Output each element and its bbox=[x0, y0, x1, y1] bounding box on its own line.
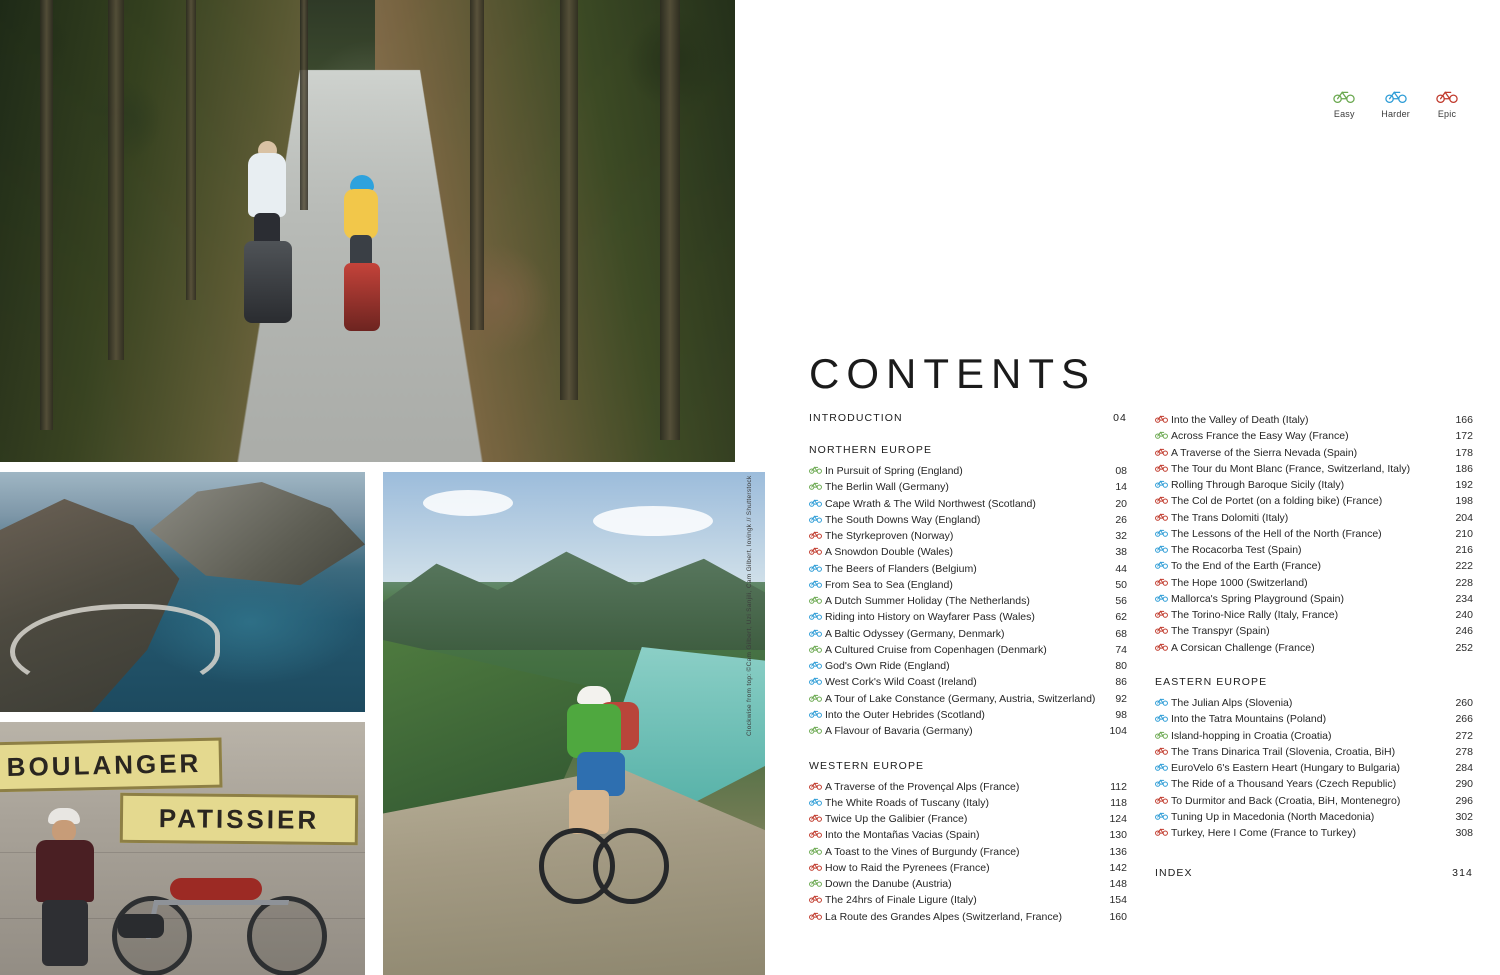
difficulty-icon bbox=[809, 797, 825, 806]
adult-cyclist bbox=[232, 145, 302, 325]
introduction-page: 04 bbox=[1113, 412, 1127, 424]
difficulty-icon bbox=[1155, 642, 1171, 651]
bicycle-icon bbox=[809, 611, 822, 620]
contents-entry[interactable] bbox=[1155, 776, 1473, 792]
bicycle-icon bbox=[809, 660, 822, 669]
bicycle-icon bbox=[1155, 811, 1168, 820]
difficulty-icon bbox=[1155, 544, 1171, 553]
entry-page: 86 bbox=[1115, 676, 1127, 689]
difficulty-icon bbox=[1155, 713, 1171, 722]
bicycle-icon bbox=[809, 595, 822, 604]
bicycle-icon bbox=[809, 862, 822, 871]
entry-page: 56 bbox=[1115, 595, 1127, 608]
entry-page: 252 bbox=[1455, 641, 1473, 654]
mountain-biker bbox=[533, 686, 683, 906]
entry-title: The Transpyr (Spain) bbox=[1171, 625, 1270, 638]
difficulty-icon bbox=[1155, 463, 1171, 472]
entry-page: 14 bbox=[1115, 481, 1127, 494]
difficulty-icon bbox=[1155, 560, 1171, 569]
entry-title: The Beers of Flanders (Belgium) bbox=[825, 562, 977, 575]
bicycle-icon bbox=[1155, 713, 1168, 722]
legend-label-harder: Harder bbox=[1381, 109, 1410, 119]
contents-entry[interactable] bbox=[1155, 591, 1473, 607]
bicycle-icon bbox=[809, 894, 822, 903]
contents-entry[interactable] bbox=[809, 674, 1127, 690]
photo-credit: Clockwise from top: ©Cam Gilbert, Uzi Sanjili, Cam Gilbert, lovingk // Shutterstock bbox=[746, 475, 753, 736]
difficulty-icon bbox=[1155, 593, 1171, 602]
bicycle-icon bbox=[1333, 88, 1355, 104]
contents-entry[interactable] bbox=[809, 528, 1127, 544]
entry-title: West Cork's Wild Coast (Ireland) bbox=[825, 676, 977, 689]
entry-title: Island-hopping in Croatia (Croatia) bbox=[1171, 729, 1332, 742]
contents-entry[interactable] bbox=[809, 811, 1127, 827]
entry-page: 284 bbox=[1455, 762, 1473, 775]
bicycle-icon bbox=[1155, 625, 1168, 634]
difficulty-icon bbox=[809, 579, 825, 588]
entry-title: Into the Outer Hebrides (Scotland) bbox=[825, 708, 985, 721]
tree-trunk bbox=[660, 0, 680, 440]
entry-page: 198 bbox=[1455, 495, 1473, 508]
entry-title: Tuning Up in Macedonia (North Macedonia) bbox=[1171, 810, 1375, 823]
entry-page: 272 bbox=[1455, 729, 1473, 742]
entry-title: A Traverse of the Provençal Alps (France) bbox=[825, 780, 1020, 793]
contents-entry[interactable] bbox=[809, 512, 1127, 528]
entry-page: 172 bbox=[1455, 430, 1473, 443]
entry-title: Into the Valley of Death (Italy) bbox=[1171, 414, 1309, 426]
bicycle-icon bbox=[809, 709, 822, 718]
entry-title: The Julian Alps (Slovenia) bbox=[1171, 696, 1293, 709]
child-cyclist bbox=[330, 175, 392, 335]
difficulty-icon bbox=[809, 709, 825, 718]
contents-entry[interactable] bbox=[809, 892, 1127, 908]
entry-page: 20 bbox=[1115, 497, 1127, 510]
contents-entry[interactable] bbox=[809, 626, 1127, 642]
contents-entry[interactable] bbox=[809, 691, 1127, 707]
bicycle-icon bbox=[809, 498, 822, 507]
contents-page bbox=[765, 0, 1500, 975]
entry-page: 186 bbox=[1455, 462, 1473, 475]
entry-title: The Styrkeproven (Norway) bbox=[825, 530, 954, 543]
entry-title: Down the Danube (Austria) bbox=[825, 878, 952, 891]
bicycle-icon bbox=[1155, 609, 1168, 618]
entry-page: 222 bbox=[1455, 560, 1473, 573]
bicycle-icon bbox=[809, 546, 822, 555]
entry-title: Into the Tatra Mountains (Poland) bbox=[1171, 713, 1327, 726]
contents-entry[interactable] bbox=[1155, 711, 1473, 727]
entry-page: 204 bbox=[1455, 511, 1473, 524]
entry-title: The Torino-Nice Rally (Italy, France) bbox=[1171, 609, 1339, 622]
contents-entry[interactable] bbox=[809, 593, 1127, 609]
difficulty-icon bbox=[1155, 625, 1171, 634]
entry-title: A Baltic Odyssey (Germany, Denmark) bbox=[825, 627, 1005, 640]
entry-title: EuroVelo 6's Eastern Heart (Hungary to Bulgaria) bbox=[1171, 762, 1401, 775]
entry-page: 68 bbox=[1115, 627, 1127, 640]
page-title: CONTENTS bbox=[809, 350, 1096, 397]
patissier-sign: PATISSIER bbox=[120, 793, 359, 845]
entry-title: A Cultured Cruise from Copenhagen (Denmark) bbox=[825, 643, 1047, 656]
entry-title: Cape Wrath & The Wild Northwest (Scotland) bbox=[825, 497, 1036, 510]
legend-item-epic bbox=[1436, 88, 1458, 119]
difficulty-icon bbox=[809, 911, 825, 920]
bicycle-icon bbox=[1385, 88, 1407, 104]
entry-page: 26 bbox=[1115, 513, 1127, 526]
contents-entry[interactable] bbox=[809, 479, 1127, 495]
contents-entry[interactable] bbox=[1155, 575, 1473, 591]
entry-title: God's Own Ride (England) bbox=[825, 660, 950, 673]
bicycle-icon bbox=[809, 829, 822, 838]
bicycle-icon bbox=[809, 465, 822, 474]
entry-title: In Pursuit of Spring (England) bbox=[825, 465, 963, 477]
bicycle-icon bbox=[1155, 697, 1168, 706]
bicycle-icon bbox=[1155, 528, 1168, 537]
contents-entry[interactable] bbox=[809, 860, 1127, 876]
difficulty-icon bbox=[1155, 697, 1171, 706]
contents-entry[interactable] bbox=[809, 642, 1127, 658]
difficulty-icon bbox=[809, 481, 825, 490]
entry-title: The Trans Dinarica Trail (Slovenia, Croatia, BiH) bbox=[1171, 745, 1396, 758]
legend-label-easy: Easy bbox=[1333, 109, 1355, 119]
difficulty-icon bbox=[1155, 447, 1171, 456]
introduction-label: INTRODUCTION bbox=[809, 412, 903, 424]
bicycle-icon bbox=[809, 911, 822, 920]
contents-entry[interactable] bbox=[1155, 526, 1473, 542]
contents-entry[interactable] bbox=[1155, 428, 1473, 444]
difficulty-icon bbox=[809, 628, 825, 637]
difficulty-icon bbox=[809, 813, 825, 822]
entry-page: 260 bbox=[1455, 696, 1473, 709]
contents-entry[interactable] bbox=[1155, 623, 1473, 639]
entry-title: The Trans Dolomiti (Italy) bbox=[1171, 511, 1289, 524]
entry-page: 166 bbox=[1455, 414, 1473, 426]
difficulty-icon bbox=[809, 514, 825, 523]
photo-coastal-road bbox=[0, 472, 365, 712]
bicycle-icon bbox=[809, 514, 822, 523]
contents-entry[interactable] bbox=[809, 876, 1127, 892]
bicycle-icon bbox=[1155, 778, 1168, 787]
contents-entry[interactable] bbox=[1155, 477, 1473, 493]
difficulty-icon bbox=[809, 611, 825, 620]
difficulty-icon bbox=[809, 846, 825, 855]
contents-column-left bbox=[809, 412, 1127, 925]
difficulty-icon bbox=[809, 676, 825, 685]
bicycle-icon bbox=[809, 797, 822, 806]
entry-page: 38 bbox=[1115, 546, 1127, 559]
entry-page: 98 bbox=[1115, 708, 1127, 721]
contents-entry[interactable] bbox=[809, 795, 1127, 811]
entry-title: The 24hrs of Finale Ligure (Italy) bbox=[825, 894, 977, 907]
entry-page: 80 bbox=[1115, 660, 1127, 673]
entry-title: The Ride of a Thousand Years (Czech Republic) bbox=[1171, 778, 1397, 791]
contents-entry[interactable] bbox=[1155, 510, 1473, 526]
entry-title: A Traverse of the Sierra Nevada (Spain) bbox=[1171, 446, 1358, 459]
entry-page: 136 bbox=[1109, 845, 1127, 858]
contents-entry[interactable] bbox=[809, 463, 1127, 479]
difficulty-icon bbox=[1155, 414, 1171, 423]
entry-title: Turkey, Here I Come (France to Turkey) bbox=[1171, 827, 1356, 840]
difficulty-icon bbox=[809, 862, 825, 871]
contents-entry[interactable] bbox=[1155, 825, 1473, 841]
bicycle-icon bbox=[809, 878, 822, 887]
contents-entry[interactable] bbox=[1155, 445, 1473, 461]
entry-page: 50 bbox=[1115, 578, 1127, 591]
difficulty-icon bbox=[1155, 430, 1171, 439]
bicycle-icon bbox=[1436, 88, 1458, 104]
difficulty-icon bbox=[809, 781, 825, 790]
section-heading: WESTERN EUROPE bbox=[809, 759, 925, 772]
legend-item-easy bbox=[1333, 88, 1355, 119]
contents-column-right bbox=[1155, 412, 1473, 925]
difficulty-legend bbox=[1333, 88, 1458, 119]
difficulty-icon bbox=[809, 693, 825, 702]
bicycle-icon bbox=[1155, 762, 1168, 771]
contents-entry[interactable] bbox=[1155, 542, 1473, 558]
tree-trunk bbox=[186, 0, 196, 300]
entry-page: 210 bbox=[1455, 527, 1473, 540]
photo-mountain-bike-trail bbox=[383, 472, 765, 975]
entry-title: The Tour du Mont Blanc (France, Switzerland, Italy) bbox=[1171, 462, 1411, 475]
entry-title: To Durmitor and Back (Croatia, BiH, Montenegro) bbox=[1171, 794, 1401, 807]
entry-page: 178 bbox=[1455, 446, 1473, 459]
entry-title: Into the Montañas Vacias (Spain) bbox=[825, 829, 980, 842]
section-heading: NORTHERN EUROPE bbox=[809, 444, 933, 456]
difficulty-icon bbox=[809, 644, 825, 653]
entry-page: 278 bbox=[1455, 745, 1473, 758]
entry-title: The Hope 1000 (Switzerland) bbox=[1171, 576, 1308, 589]
contents-entry[interactable] bbox=[1155, 809, 1473, 825]
contents-entry[interactable] bbox=[809, 844, 1127, 860]
entry-page: 266 bbox=[1455, 713, 1473, 726]
bicycle-icon bbox=[1155, 593, 1168, 602]
entry-title: How to Raid the Pyrenees (France) bbox=[825, 861, 990, 874]
entry-title: The Lessons of the Hell of the North (France) bbox=[1171, 527, 1382, 540]
entry-title: A Dutch Summer Holiday (The Netherlands) bbox=[825, 595, 1030, 608]
bicycle-icon bbox=[809, 781, 822, 790]
tree-trunk bbox=[108, 0, 124, 360]
difficulty-icon bbox=[809, 465, 825, 474]
entry-title: Mallorca's Spring Playground (Spain) bbox=[1171, 592, 1345, 605]
difficulty-icon bbox=[809, 894, 825, 903]
bicycle-icon bbox=[809, 813, 822, 822]
bicycle-icon bbox=[1155, 642, 1168, 651]
entry-title: A Tour of Lake Constance (Germany, Austria, Switzerland) bbox=[825, 692, 1096, 705]
entry-page: 290 bbox=[1455, 778, 1473, 791]
loaded-bikepacking-bike bbox=[112, 874, 327, 970]
section-heading: EASTERN EUROPE bbox=[1155, 675, 1268, 688]
entry-page: 246 bbox=[1455, 625, 1473, 638]
index-row[interactable] bbox=[1155, 867, 1473, 879]
photo-bakery-wall bbox=[0, 722, 365, 975]
bicycle-icon bbox=[809, 644, 822, 653]
entry-page: 112 bbox=[1110, 780, 1127, 793]
difficulty-icon bbox=[809, 530, 825, 539]
contents-entry[interactable] bbox=[809, 561, 1127, 577]
entry-title: To the End of the Earth (France) bbox=[1171, 560, 1321, 573]
difficulty-icon bbox=[1155, 479, 1171, 488]
contents-entry[interactable] bbox=[809, 909, 1127, 925]
entry-title: The Rocacorba Test (Spain) bbox=[1171, 544, 1302, 557]
standing-cyclist bbox=[22, 808, 108, 968]
contents-entry[interactable] bbox=[1155, 461, 1473, 477]
entry-page: 08 bbox=[1115, 465, 1127, 477]
bicycle-icon bbox=[1155, 577, 1168, 586]
entry-page: 296 bbox=[1455, 794, 1473, 807]
boulanger-sign: BOULANGER bbox=[0, 738, 222, 793]
entry-title: The White Roads of Tuscany (Italy) bbox=[825, 796, 989, 809]
difficulty-icon bbox=[1155, 778, 1171, 787]
difficulty-icon bbox=[1155, 528, 1171, 537]
difficulty-icon bbox=[809, 829, 825, 838]
introduction-row[interactable] bbox=[809, 412, 1127, 424]
difficulty-icon bbox=[1155, 495, 1171, 504]
index-label: INDEX bbox=[1155, 867, 1193, 880]
entry-page: 74 bbox=[1115, 643, 1127, 656]
entry-page: 142 bbox=[1109, 861, 1127, 874]
bicycle-icon bbox=[1155, 560, 1168, 569]
contents-entry[interactable] bbox=[809, 723, 1127, 739]
bicycle-icon bbox=[1155, 544, 1168, 553]
entry-page: 228 bbox=[1455, 576, 1473, 589]
difficulty-icon bbox=[1155, 827, 1171, 836]
entry-title: A Flavour of Bavaria (Germany) bbox=[825, 725, 973, 738]
index-page: 314 bbox=[1452, 867, 1473, 880]
entry-page: 234 bbox=[1455, 592, 1473, 605]
tree-trunk bbox=[560, 0, 578, 400]
bicycle-icon bbox=[809, 846, 822, 855]
photo-forest-path bbox=[0, 0, 735, 462]
entry-title: A Snowdon Double (Wales) bbox=[825, 546, 954, 559]
entry-title: The South Downs Way (England) bbox=[825, 513, 981, 526]
contents-entry[interactable] bbox=[809, 496, 1127, 512]
entry-page: 192 bbox=[1455, 479, 1473, 492]
entry-page: 130 bbox=[1109, 829, 1127, 842]
contents-columns bbox=[809, 412, 1474, 925]
contents-entry[interactable] bbox=[809, 544, 1127, 560]
entry-page: 240 bbox=[1455, 609, 1473, 622]
entry-page: 92 bbox=[1115, 692, 1127, 705]
entry-page: 104 bbox=[1109, 725, 1127, 738]
cliff bbox=[150, 482, 365, 602]
legend-label-epic: Epic bbox=[1437, 109, 1457, 119]
bicycle-icon bbox=[809, 676, 822, 685]
difficulty-icon bbox=[1155, 730, 1171, 739]
bicycle-icon bbox=[1155, 479, 1168, 488]
bicycle-icon bbox=[1155, 730, 1168, 739]
entry-page: 32 bbox=[1115, 530, 1127, 543]
contents-entry[interactable] bbox=[1155, 558, 1473, 574]
difficulty-icon bbox=[809, 878, 825, 887]
difficulty-icon bbox=[809, 725, 825, 734]
bicycle-icon bbox=[809, 725, 822, 734]
entry-page: 124 bbox=[1109, 813, 1127, 826]
difficulty-icon bbox=[1155, 577, 1171, 586]
difficulty-icon bbox=[809, 563, 825, 572]
bicycle-icon bbox=[1155, 512, 1168, 521]
bicycle-icon bbox=[1155, 463, 1168, 472]
difficulty-icon bbox=[1155, 746, 1171, 755]
entry-title: A Corsican Challenge (France) bbox=[1171, 641, 1315, 654]
difficulty-icon bbox=[1155, 795, 1171, 804]
entry-page: 44 bbox=[1115, 562, 1127, 575]
bicycle-icon bbox=[809, 530, 822, 539]
difficulty-icon bbox=[809, 498, 825, 507]
bicycle-icon bbox=[809, 481, 822, 490]
entry-title: Twice Up the Galibier (France) bbox=[825, 813, 968, 826]
difficulty-icon bbox=[809, 595, 825, 604]
contents-entry[interactable] bbox=[809, 609, 1127, 625]
bicycle-icon bbox=[1155, 795, 1168, 804]
entry-page: 148 bbox=[1109, 878, 1127, 891]
contents-entry[interactable] bbox=[809, 658, 1127, 674]
contents-entry[interactable] bbox=[1155, 493, 1473, 509]
bicycle-icon bbox=[1155, 827, 1168, 836]
tree-trunk bbox=[470, 0, 484, 330]
bicycle-icon bbox=[1155, 746, 1168, 755]
entry-page: 216 bbox=[1455, 544, 1473, 557]
contents-entry[interactable] bbox=[809, 707, 1127, 723]
contents-entry[interactable] bbox=[1155, 412, 1473, 428]
entry-page: 118 bbox=[1110, 796, 1127, 809]
difficulty-icon bbox=[1155, 811, 1171, 820]
bicycle-icon bbox=[1155, 447, 1168, 456]
contents-entry[interactable] bbox=[809, 827, 1127, 843]
entry-title: The Col de Portet (on a folding bike) (France) bbox=[1171, 495, 1383, 508]
tree-trunk bbox=[40, 0, 53, 430]
entry-title: Riding into History on Wayfarer Pass (Wales) bbox=[825, 611, 1035, 624]
entry-page: 62 bbox=[1115, 611, 1127, 624]
bicycle-icon bbox=[809, 693, 822, 702]
entry-page: 154 bbox=[1109, 894, 1127, 907]
bicycle-icon bbox=[1155, 414, 1168, 423]
contents-entry[interactable] bbox=[1155, 793, 1473, 809]
difficulty-icon bbox=[1155, 762, 1171, 771]
entry-page: 302 bbox=[1455, 810, 1473, 823]
difficulty-icon bbox=[809, 546, 825, 555]
entry-title: La Route des Grandes Alpes (Switzerland, France) bbox=[825, 910, 1062, 923]
entry-page: 308 bbox=[1455, 827, 1473, 840]
bicycle-icon bbox=[809, 563, 822, 572]
bicycle-icon bbox=[1155, 495, 1168, 504]
legend-item-harder bbox=[1381, 88, 1410, 119]
entry-title: From Sea to Sea (England) bbox=[825, 578, 953, 591]
bicycle-icon bbox=[809, 579, 822, 588]
difficulty-icon bbox=[1155, 512, 1171, 521]
contents-entry[interactable] bbox=[1155, 728, 1473, 744]
contents-entry[interactable] bbox=[1155, 760, 1473, 776]
entry-page: 160 bbox=[1109, 910, 1127, 923]
entry-title: The Berlin Wall (Germany) bbox=[825, 481, 949, 494]
entry-title: A Toast to the Vines of Burgundy (France) bbox=[825, 845, 1020, 858]
entry-title: Rolling Through Baroque Sicily (Italy) bbox=[1171, 479, 1345, 492]
contents-entry[interactable] bbox=[809, 779, 1127, 795]
contents-entry[interactable] bbox=[1155, 607, 1473, 623]
entry-title: Across France the Easy Way (France) bbox=[1171, 430, 1349, 443]
contents-entry[interactable] bbox=[1155, 640, 1473, 656]
difficulty-icon bbox=[809, 660, 825, 669]
contents-entry[interactable] bbox=[809, 577, 1127, 593]
contents-entry[interactable] bbox=[1155, 744, 1473, 760]
contents-entry[interactable] bbox=[1155, 695, 1473, 711]
bicycle-icon bbox=[1155, 430, 1168, 439]
difficulty-icon bbox=[1155, 609, 1171, 618]
bicycle-icon bbox=[809, 628, 822, 637]
